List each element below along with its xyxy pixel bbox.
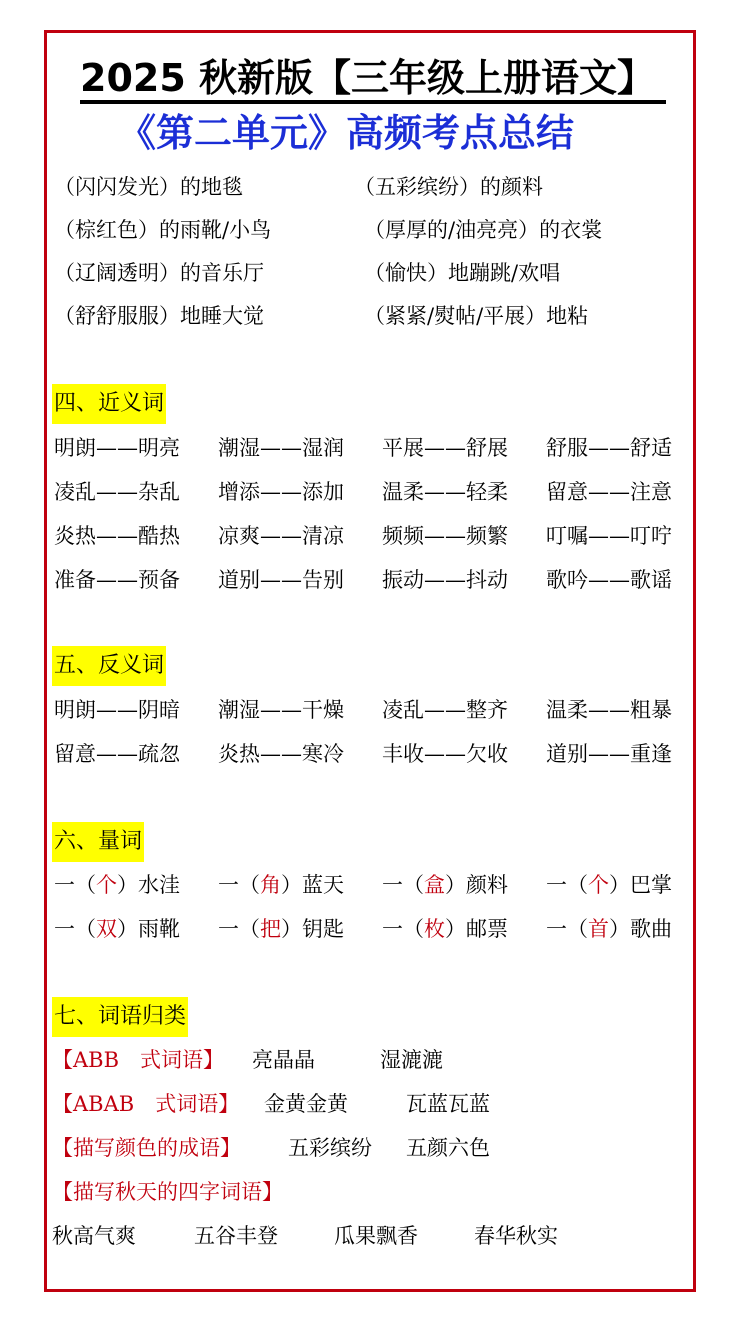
antonym-pair: 凌乱——整齐: [382, 698, 508, 722]
synonyms-heading: 四、近义词: [52, 384, 166, 424]
abb-category: [52, 1042, 443, 1078]
page-subtitle: 《第二单元》高频考点总结: [118, 111, 575, 155]
antonym-pair: 丰收——欠收: [382, 742, 508, 766]
measure-item: 一（首）歌曲: [546, 917, 672, 941]
category-word: 五颜六色: [406, 1136, 490, 1160]
measure-word: 首: [588, 917, 609, 941]
synonym-pair: 增添——添加: [218, 480, 344, 504]
category-word: 五彩缤纷: [288, 1136, 372, 1160]
measure-item: 一（枚）邮票: [382, 917, 508, 941]
synonym-pair: 振动——抖动: [382, 568, 508, 592]
category-label: 【ABAB 式词语】: [52, 1092, 240, 1116]
antonym-pair: 炎热——寒冷: [218, 742, 344, 766]
page-title: 2025 秋新版【三年级上册语文】: [80, 52, 666, 104]
category-label: 【描写颜色的成语】: [52, 1136, 241, 1160]
phrase-item: （舒舒服服）地睡大觉: [54, 304, 264, 328]
measure-item: 一（个）水洼: [54, 873, 180, 897]
phrase-item: （愉快）地蹦跳/欢唱: [364, 261, 561, 285]
synonym-pair: 叮嘱——叮咛: [546, 524, 672, 548]
classification-heading: 七、词语归类: [52, 997, 188, 1037]
phrase-item: （五彩缤纷）的颜料: [354, 175, 543, 199]
synonym-pair: 凉爽——清凉: [218, 524, 344, 548]
category-word: 湿漉漉: [380, 1048, 443, 1072]
category-label: 【描写秋天的四字词语】: [52, 1180, 283, 1204]
color-idioms-category: [52, 1130, 490, 1166]
synonym-pair: 留意——注意: [546, 480, 672, 504]
synonym-pair: 歌吟——歌谣: [546, 568, 672, 592]
synonym-pair: 温柔——轻柔: [382, 480, 508, 504]
measure-item: 一（双）雨靴: [54, 917, 180, 941]
antonym-pair: 明朗——阴暗: [54, 698, 180, 722]
synonym-pair: 明朗——明亮: [54, 436, 180, 460]
category-word: 五谷丰登: [194, 1224, 278, 1248]
category-word: 亮晶晶: [252, 1048, 315, 1072]
abab-category: [52, 1086, 490, 1122]
category-label: 【ABB 式词语】: [52, 1048, 225, 1072]
measure-word: 枚: [424, 917, 445, 941]
phrase-item: （辽阔透明）的音乐厅: [54, 261, 264, 285]
synonym-pair: 凌乱——杂乱: [54, 480, 180, 504]
synonym-pair: 潮湿——湿润: [218, 436, 344, 460]
measure-word: 个: [96, 873, 117, 897]
antonym-pair: 温柔——粗暴: [546, 698, 672, 722]
phrase-item: （厚厚的/油亮亮）的衣裳: [364, 218, 603, 242]
measure-word: 把: [260, 917, 281, 941]
category-word: 瓦蓝瓦蓝: [406, 1092, 490, 1116]
antonym-pair: 道别——重逢: [546, 742, 672, 766]
synonym-pair: 舒服——舒适: [546, 436, 672, 460]
phrase-item: （棕红色）的雨靴/小鸟: [54, 218, 272, 242]
measure-item: 一（盒）颜料: [382, 873, 508, 897]
synonym-pair: 平展——舒展: [382, 436, 508, 460]
antonyms-heading: 五、反义词: [52, 646, 166, 686]
synonym-pair: 道别——告别: [218, 568, 344, 592]
measure-word: 个: [588, 873, 609, 897]
measure-word: 角: [260, 873, 281, 897]
synonym-pair: 准备——预备: [54, 568, 180, 592]
synonym-pair: 炎热——酷热: [54, 524, 180, 548]
antonym-pair: 潮湿——干燥: [218, 698, 344, 722]
measure-item: 一（把）钥匙: [218, 917, 344, 941]
measure-word: 双: [96, 917, 117, 941]
category-word: 秋高气爽: [52, 1224, 136, 1248]
measure-item: 一（个）巴掌: [546, 873, 672, 897]
measure-item: 一（角）蓝天: [218, 873, 344, 897]
synonym-pair: 频频——频繁: [382, 524, 508, 548]
category-word: 金黄金黄: [264, 1092, 348, 1116]
antonym-pair: 留意——疏忽: [54, 742, 180, 766]
category-word: 瓜果飘香: [334, 1224, 418, 1248]
measure-word: 盒: [424, 873, 445, 897]
category-word: 春华秋实: [474, 1224, 558, 1248]
measure-words-heading: 六、量词: [52, 822, 144, 862]
autumn-phrases-category: [52, 1174, 283, 1210]
phrase-item: （紧紧/熨帖/平展）地粘: [364, 304, 589, 328]
phrase-item: （闪闪发光）的地毯: [54, 175, 243, 199]
